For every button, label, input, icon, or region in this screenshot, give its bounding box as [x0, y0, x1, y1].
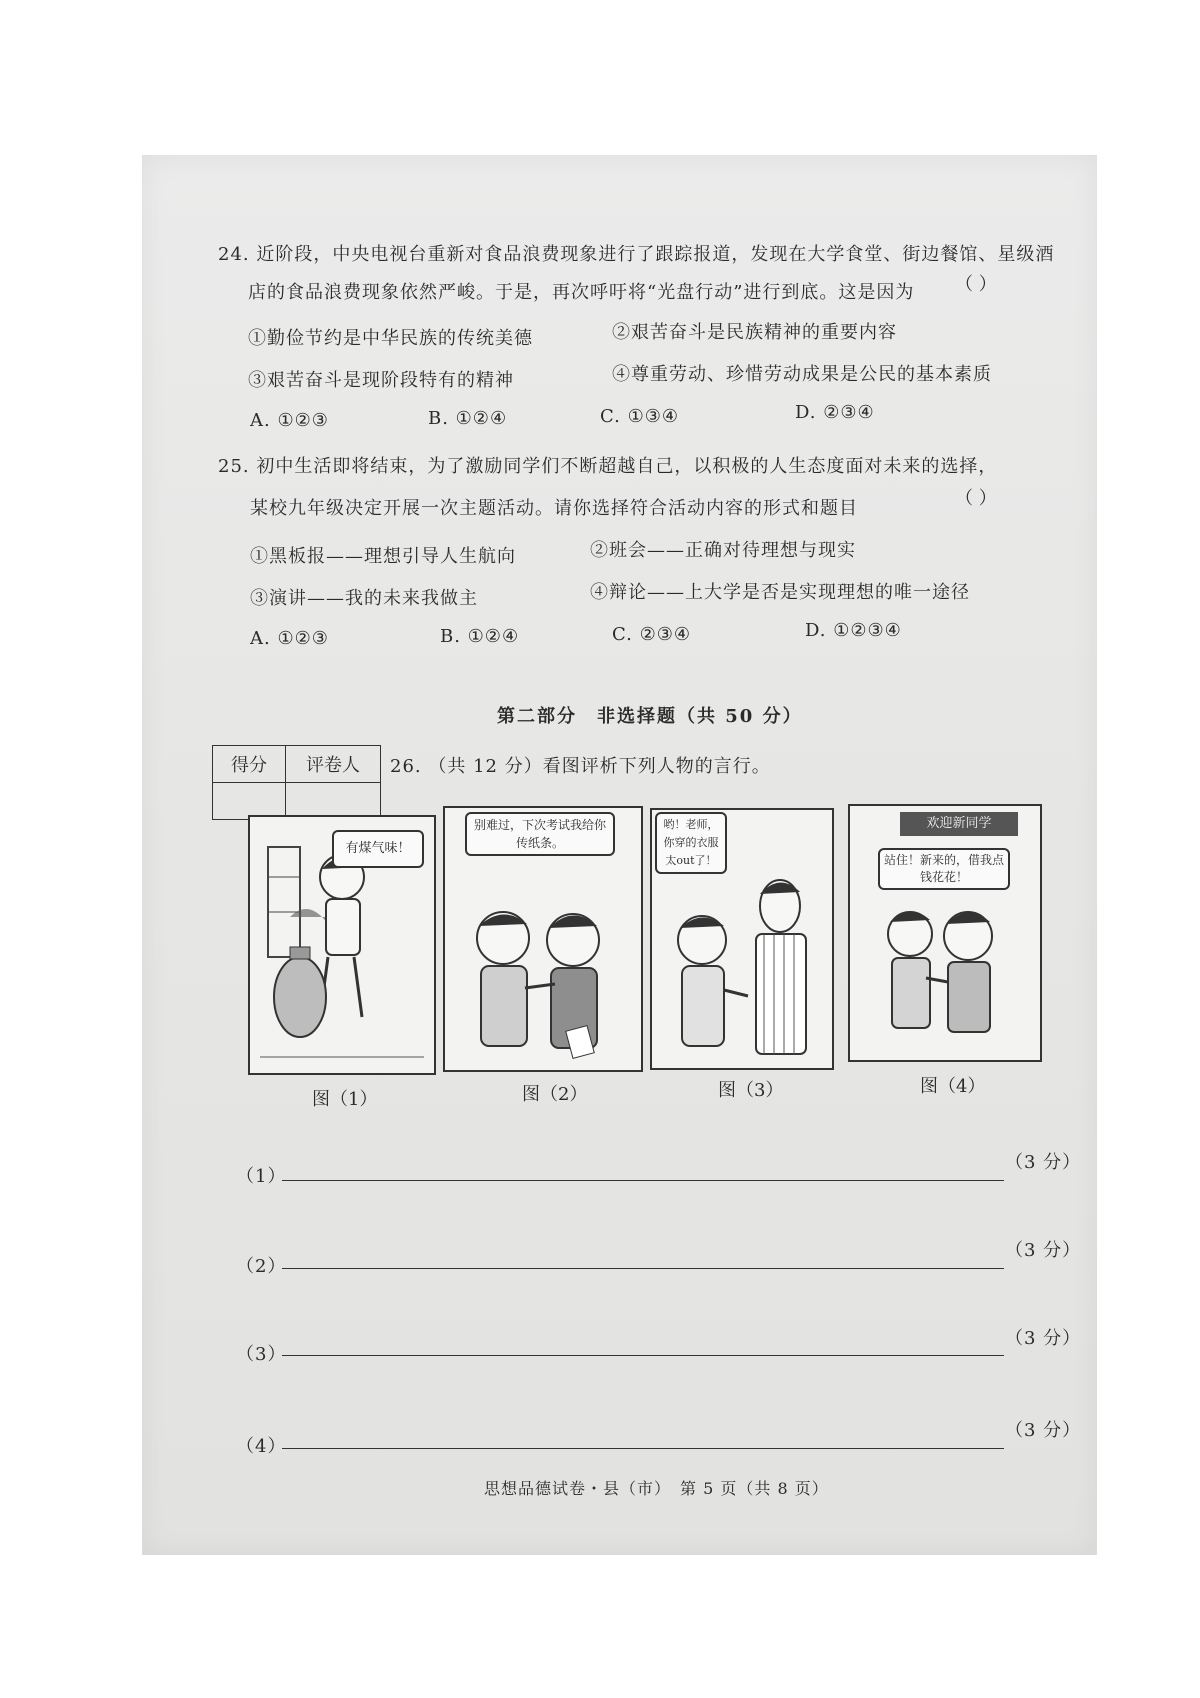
- q24-choice-b: B. ①②④: [428, 408, 508, 429]
- q25-answer-paren: （ ）: [955, 488, 997, 509]
- panel-4-illustration: [850, 806, 1040, 1060]
- q25-choice-d: D. ①②③④: [805, 620, 902, 641]
- q24-choice-d: D. ②③④: [795, 402, 875, 423]
- section-title: 第二部分 非选择题（共 50 分）: [497, 706, 803, 727]
- answer-1-label: （1）: [236, 1166, 287, 1187]
- panel-1-speech-bubble: 有煤气味！: [332, 830, 424, 868]
- answer-2-label: （2）: [236, 1256, 287, 1277]
- grader-header: 评卷人: [286, 746, 381, 783]
- answer-1-points: （3 分）: [1005, 1152, 1082, 1173]
- comic-panel-4: [848, 804, 1042, 1062]
- panel-2-speech-bubble: 别难过，下次考试我给你传纸条。: [465, 812, 615, 856]
- q25-option-2: ②班会——正确对待理想与现实: [590, 540, 856, 561]
- answer-4-points: （3 分）: [1005, 1420, 1082, 1441]
- grader-cell[interactable]: [286, 783, 381, 820]
- q24-choice-c: C. ①③④: [600, 406, 679, 427]
- q24-line1: 24. 近阶段，中央电视台重新对食品浪费现象进行了跟踪报道，发现在大学食堂、街边餐馆、星级酒: [218, 244, 1055, 265]
- q24-option-4: ④尊重劳动、珍惜劳动成果是公民的基本素质: [612, 364, 992, 385]
- answer-4-line[interactable]: [282, 1448, 1004, 1449]
- answer-3-points: （3 分）: [1005, 1328, 1082, 1349]
- q25-choice-c: C. ②③④: [612, 624, 691, 645]
- q25-line2: 某校九年级决定开展一次主题活动。请你选择符合活动内容的形式和题目: [250, 498, 858, 519]
- q25-line1: 25. 初中生活即将结束，为了激励同学们不断超越自己，以积极的人生态度面对未来的选择，: [218, 456, 998, 477]
- answer-1-line[interactable]: [282, 1180, 1004, 1181]
- score-header: 得分: [213, 746, 286, 783]
- answer-2-points: （3 分）: [1005, 1240, 1082, 1261]
- q25-choice-a: A. ①②③: [250, 628, 329, 649]
- answer-4-label: （4）: [236, 1436, 287, 1457]
- caption-panel-3: 图（3）: [718, 1080, 784, 1101]
- q25-choice-b: B. ①②④: [440, 626, 520, 647]
- q25-option-4: ④辩论——上大学是否是实现理想的唯一途径: [590, 582, 970, 603]
- q24-answer-paren: （ ）: [955, 274, 997, 295]
- q24-option-2: ②艰苦奋斗是民族精神的重要内容: [612, 322, 897, 343]
- answer-3-line[interactable]: [282, 1355, 1004, 1356]
- q24-option-1: ①勤俭节约是中华民族的传统美德: [248, 328, 533, 349]
- q24-option-3: ③艰苦奋斗是现阶段特有的精神: [248, 370, 514, 391]
- score-table: [212, 745, 381, 820]
- answer-2-line[interactable]: [282, 1268, 1004, 1269]
- caption-panel-2: 图（2）: [522, 1084, 588, 1105]
- answer-3-label: （3）: [236, 1344, 287, 1365]
- score-cell[interactable]: [213, 783, 286, 820]
- panel-4-speech-bubble: 站住！新来的，借我点钱花花！: [878, 848, 1010, 890]
- caption-panel-4: 图（4）: [920, 1076, 986, 1097]
- q25-option-1: ①黑板报——理想引导人生航向: [250, 546, 516, 567]
- q24-line2: 店的食品浪费现象依然严峻。于是，再次呼吁将“光盘行动”进行到底。这是因为: [248, 282, 915, 303]
- panel-3-speech-bubble: 哟！老师，你穿的衣服太out了！: [655, 812, 727, 874]
- q26-prompt: 26. （共 12 分）看图评析下列人物的言行。: [390, 756, 771, 777]
- panel-4-welcome-sign: 欢迎新同学: [900, 812, 1018, 836]
- caption-panel-1: 图（1）: [312, 1089, 378, 1110]
- q24-choice-a: A. ①②③: [250, 410, 329, 431]
- page-footer: 思想品德试卷・县（市） 第 5 页（共 8 页）: [484, 1479, 829, 1498]
- q25-option-3: ③演讲——我的未来我做主: [250, 588, 478, 609]
